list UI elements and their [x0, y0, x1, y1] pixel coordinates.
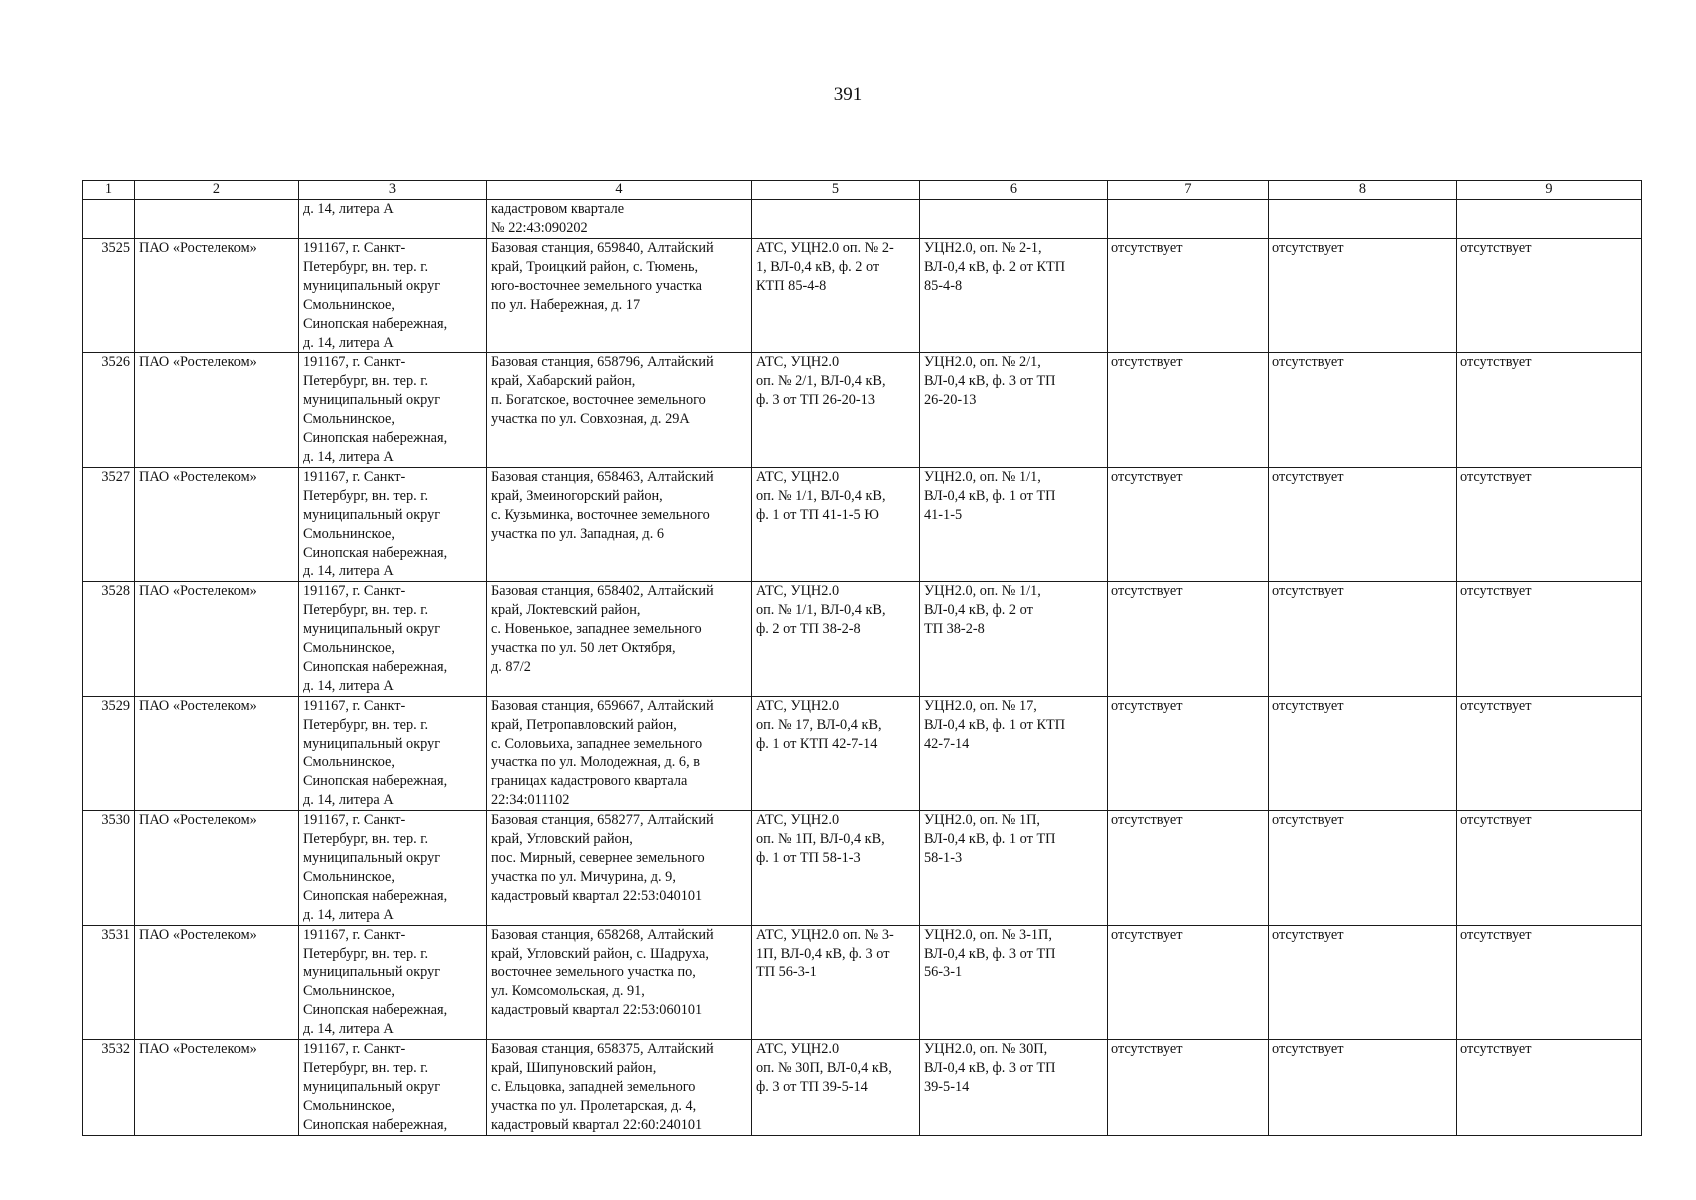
cell-col8: отсутствует: [1269, 696, 1457, 810]
cell-connection: АТС, УЦН2.0 оп. № 1П, ВЛ-0,4 кВ, ф. 1 от ТП 58-1-3: [752, 811, 920, 925]
cell-col9: [1457, 200, 1642, 239]
cell-organization: ПАО «Ростелеком»: [135, 696, 299, 810]
cell-location: Базовая станция, 658268, Алтайский край, Угловский район, с. Шадруха, восточнее земельного участка по, ул. Комсомольская, д. 91, кадастровый квартал 22:53:060101: [487, 925, 752, 1039]
cell-organization: ПАО «Ростелеком»: [135, 582, 299, 696]
column-header: 4: [487, 181, 752, 200]
cell-number: 3527: [83, 467, 135, 581]
cell-col8: отсутствует: [1269, 925, 1457, 1039]
table-row: [83, 811, 1642, 925]
cell-col7: отсутствует: [1108, 239, 1269, 353]
cell-location: Базовая станция, 658463, Алтайский край, Змеиногорский район, с. Кузьминка, восточнее земельного участка по ул. Западная, д. 6: [487, 467, 752, 581]
cell-col9: отсутствует: [1457, 353, 1642, 467]
cell-point: УЦН2.0, оп. № 1/1, ВЛ-0,4 кВ, ф. 1 от ТП 41-1-5: [920, 467, 1108, 581]
column-header: 6: [920, 181, 1108, 200]
cell-col7: отсутствует: [1108, 467, 1269, 581]
cell-col8: отсутствует: [1269, 239, 1457, 353]
cell-address: 191167, г. Санкт- Петербург, вн. тер. г. муниципальный округ Смольнинское, Синопская набережная, д. 14, литера А: [299, 925, 487, 1039]
cell-point: УЦН2.0, оп. № 1П, ВЛ-0,4 кВ, ф. 1 от ТП 58-1-3: [920, 811, 1108, 925]
cell-organization: ПАО «Ростелеком»: [135, 353, 299, 467]
cell-col7: [1108, 200, 1269, 239]
cell-col9: отсутствует: [1457, 582, 1642, 696]
table-row: [83, 353, 1642, 467]
cell-point: УЦН2.0, оп. № 17, ВЛ-0,4 кВ, ф. 1 от КТП 42-7-14: [920, 696, 1108, 810]
register-table: [82, 180, 1642, 1136]
cell-connection: АТС, УЦН2.0 оп. № 3- 1П, ВЛ-0,4 кВ, ф. 3 от ТП 56-3-1: [752, 925, 920, 1039]
cell-col9: отсутствует: [1457, 1040, 1642, 1136]
cell-organization: ПАО «Ростелеком»: [135, 467, 299, 581]
column-header: 2: [135, 181, 299, 200]
cell-number: [83, 200, 135, 239]
table-row: [83, 467, 1642, 581]
cell-connection: АТС, УЦН2.0 оп. № 2/1, ВЛ-0,4 кВ, ф. 3 от ТП 26-20-13: [752, 353, 920, 467]
cell-location: Базовая станция, 658375, Алтайский край, Шипуновский район, с. Ельцовка, западней земельного участка по ул. Пролетарская, д. 4, кадастровый квартал 22:60:240101: [487, 1040, 752, 1136]
cell-connection: АТС, УЦН2.0 оп. № 17, ВЛ-0,4 кВ, ф. 1 от КТП 42-7-14: [752, 696, 920, 810]
cell-col7: отсутствует: [1108, 925, 1269, 1039]
cell-number: 3531: [83, 925, 135, 1039]
cell-address: 191167, г. Санкт- Петербург, вн. тер. г. муниципальный округ Смольнинское, Синопская набережная, д. 14, литера А: [299, 811, 487, 925]
cell-number: 3528: [83, 582, 135, 696]
table-row: [83, 239, 1642, 353]
cell-col7: отсутствует: [1108, 1040, 1269, 1136]
column-header: 3: [299, 181, 487, 200]
cell-col8: отсутствует: [1269, 353, 1457, 467]
cell-point: УЦН2.0, оп. № 2-1, ВЛ-0,4 кВ, ф. 2 от КТП 85-4-8: [920, 239, 1108, 353]
cell-location: Базовая станция, 659667, Алтайский край, Петропавловский район, с. Соловьиха, западнее земельного участка по ул. Молодежная, д. 6, в границах кадастрового квартала 22:34:011102: [487, 696, 752, 810]
cell-col8: отсутствует: [1269, 582, 1457, 696]
cell-location: Базовая станция, 658796, Алтайский край, Хабарский район, п. Богатское, восточнее земельного участка по ул. Совхозная, д. 29А: [487, 353, 752, 467]
cell-col9: отсутствует: [1457, 811, 1642, 925]
column-header: 8: [1269, 181, 1457, 200]
column-header: 5: [752, 181, 920, 200]
column-header: 7: [1108, 181, 1269, 200]
cell-organization: ПАО «Ростелеком»: [135, 925, 299, 1039]
cell-point: УЦН2.0, оп. № 30П, ВЛ-0,4 кВ, ф. 3 от ТП 39-5-14: [920, 1040, 1108, 1136]
cell-col8: отсутствует: [1269, 1040, 1457, 1136]
page-number: 391: [833, 84, 863, 105]
cell-connection: АТС, УЦН2.0 оп. № 1/1, ВЛ-0,4 кВ, ф. 2 от ТП 38-2-8: [752, 582, 920, 696]
cell-number: 3526: [83, 353, 135, 467]
cell-col7: отсутствует: [1108, 696, 1269, 810]
cell-organization: ПАО «Ростелеком»: [135, 811, 299, 925]
cell-number: 3525: [83, 239, 135, 353]
cell-location: Базовая станция, 659840, Алтайский край, Троицкий район, с. Тюмень, юго-восточнее земельного участка по ул. Набережная, д. 17: [487, 239, 752, 353]
column-header: 1: [83, 181, 135, 200]
cell-col9: отсутствует: [1457, 239, 1642, 353]
cell-number: 3530: [83, 811, 135, 925]
table-row: [83, 1040, 1642, 1136]
cell-address: 191167, г. Санкт- Петербург, вн. тер. г. муниципальный округ Смольнинское, Синопская набережная, д. 14, литера А: [299, 239, 487, 353]
cell-address: 191167, г. Санкт- Петербург, вн. тер. г. муниципальный округ Смольнинское, Синопская набережная,: [299, 1040, 487, 1136]
cell-location: Базовая станция, 658402, Алтайский край, Локтевский район, с. Новенькое, западнее земельного участка по ул. 50 лет Октября, д. 87/2: [487, 582, 752, 696]
column-header: 9: [1457, 181, 1642, 200]
table-row: [83, 582, 1642, 696]
cell-connection: АТС, УЦН2.0 оп. № 2- 1, ВЛ-0,4 кВ, ф. 2 от КТП 85-4-8: [752, 239, 920, 353]
cell-organization: [135, 200, 299, 239]
cell-connection: [752, 200, 920, 239]
cell-point: УЦН2.0, оп. № 3-1П, ВЛ-0,4 кВ, ф. 3 от ТП 56-3-1: [920, 925, 1108, 1039]
cell-point: УЦН2.0, оп. № 2/1, ВЛ-0,4 кВ, ф. 3 от ТП 26-20-13: [920, 353, 1108, 467]
continuation-row: [83, 200, 1642, 239]
cell-connection: АТС, УЦН2.0 оп. № 1/1, ВЛ-0,4 кВ, ф. 1 от ТП 41-1-5 Ю: [752, 467, 920, 581]
cell-col7: отсутствует: [1108, 353, 1269, 467]
cell-address: 191167, г. Санкт- Петербург, вн. тер. г. муниципальный округ Смольнинское, Синопская набережная, д. 14, литера А: [299, 696, 487, 810]
table-row: [83, 925, 1642, 1039]
cell-point: [920, 200, 1108, 239]
cell-location: Базовая станция, 658277, Алтайский край, Угловский район, пос. Мирный, севернее земельного участка по ул. Мичурина, д. 9, кадастровый квартал 22:53:040101: [487, 811, 752, 925]
cell-col9: отсутствует: [1457, 696, 1642, 810]
cell-organization: ПАО «Ростелеком»: [135, 239, 299, 353]
cell-number: 3532: [83, 1040, 135, 1136]
cell-col9: отсутствует: [1457, 467, 1642, 581]
cell-col8: отсутствует: [1269, 811, 1457, 925]
cell-col7: отсутствует: [1108, 582, 1269, 696]
header-row: [83, 181, 1642, 200]
cell-connection: АТС, УЦН2.0 оп. № 30П, ВЛ-0,4 кВ, ф. 3 от ТП 39-5-14: [752, 1040, 920, 1136]
cell-col9: отсутствует: [1457, 925, 1642, 1039]
cell-location: кадастровом квартале № 22:43:090202: [487, 200, 752, 239]
cell-address: 191167, г. Санкт- Петербург, вн. тер. г. муниципальный округ Смольнинское, Синопская набережная, д. 14, литера А: [299, 353, 487, 467]
cell-col8: [1269, 200, 1457, 239]
cell-point: УЦН2.0, оп. № 1/1, ВЛ-0,4 кВ, ф. 2 от ТП 38-2-8: [920, 582, 1108, 696]
cell-organization: ПАО «Ростелеком»: [135, 1040, 299, 1136]
cell-address: 191167, г. Санкт- Петербург, вн. тер. г. муниципальный округ Смольнинское, Синопская набережная, д. 14, литера А: [299, 582, 487, 696]
cell-number: 3529: [83, 696, 135, 810]
table-row: [83, 696, 1642, 810]
cell-address: 191167, г. Санкт- Петербург, вн. тер. г. муниципальный округ Смольнинское, Синопская набережная, д. 14, литера А: [299, 467, 487, 581]
cell-address: д. 14, литера А: [299, 200, 487, 239]
cell-col8: отсутствует: [1269, 467, 1457, 581]
cell-col7: отсутствует: [1108, 811, 1269, 925]
